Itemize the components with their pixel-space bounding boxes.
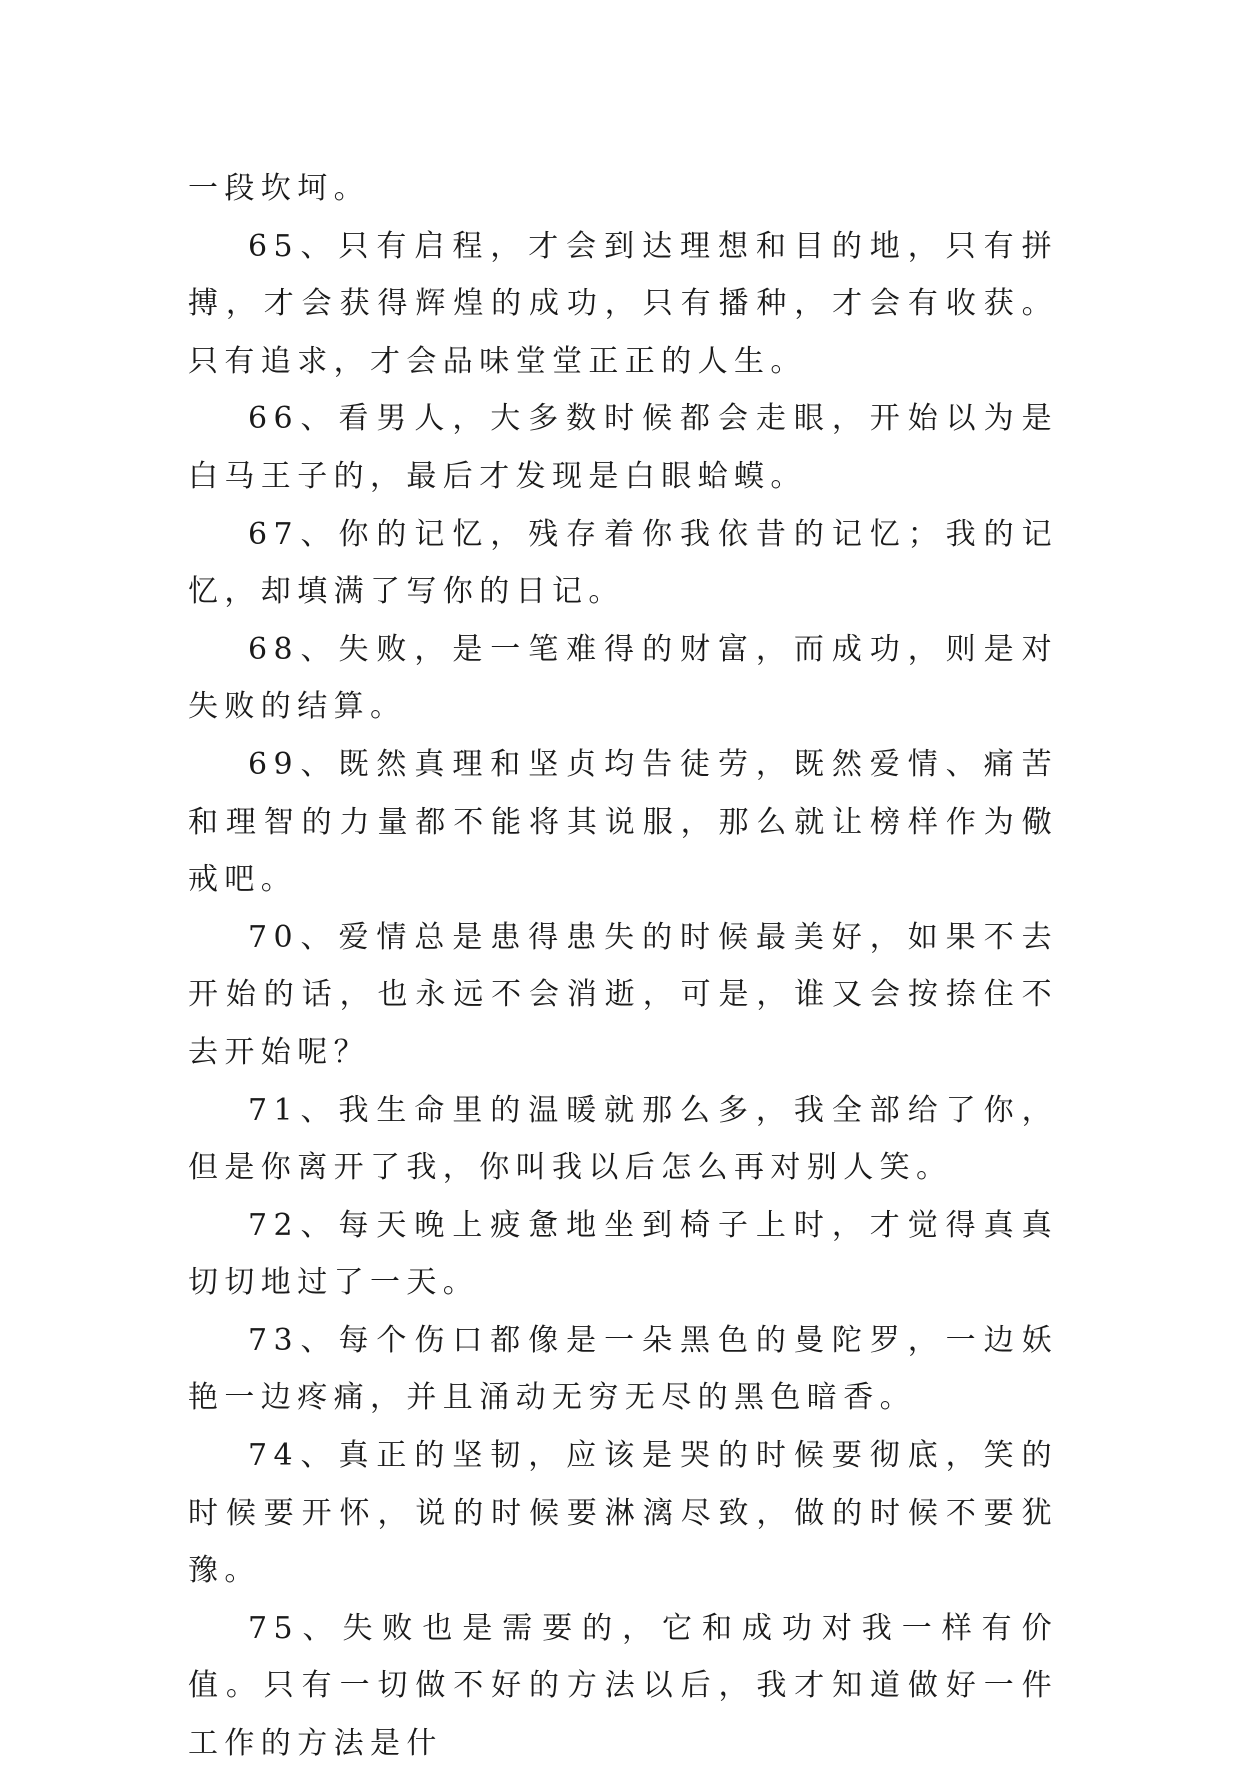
paragraph-66: 66、看男人，大多数时候都会走眼，开始以为是白马王子的，最后才发现是白眼蛤蟆。 <box>188 401 1058 494</box>
paragraph-75: 75、失败也是需要的，它和成功对我一样有价值。只有一切做不好的方法以后，我才知道做好一件工作的方法是什 <box>188 1610 1058 1762</box>
paragraph-continuation: 一段坎坷。 <box>188 171 370 206</box>
paragraph-74: 74、真正的坚韧，应该是哭的时候要彻底，笑的时候要开怀，说的时候要淋漓尽致，做的时候不要犹豫。 <box>188 1438 1058 1589</box>
paragraph-73: 73、每个伤口都像是一朵黑色的曼陀罗，一边妖艳一边疼痛，并且涌动无穷无尽的黑色暗香。 <box>188 1322 1058 1416</box>
paragraph-70: 70、爱情总是患得患失的时候最美好，如果不去开始的话，也永远不会消逝，可是，谁又会按捺住不去开始呢？ <box>188 919 1058 1070</box>
document-body <box>188 160 1058 1773</box>
paragraph-65: 65、只有启程，才会到达理想和目的地，只有拼搏，才会获得辉煌的成功，只有播种，才会有收获。只有追求，才会品味堂堂正正的人生。 <box>188 228 1058 379</box>
paragraph-69: 69、既然真理和坚贞均告徒劳，既然爱情、痛苦和理智的力量都不能将其说服，那么就让榜样作为儆戒吧。 <box>188 746 1058 898</box>
paragraph-67: 67、你的记忆，残存着你我依昔的记忆；我的记忆，却填满了写你的日记。 <box>188 516 1058 610</box>
paragraph-72: 72、每天晚上疲惫地坐到椅子上时，才觉得真真切切地过了一天。 <box>188 1207 1058 1301</box>
paragraph-71: 71、我生命里的温暖就那么多，我全部给了你，但是你离开了我，你叫我以后怎么再对别人笑。 <box>188 1092 1058 1186</box>
paragraph-68: 68、失败，是一笔难得的财富，而成功，则是对失败的结算。 <box>188 631 1058 725</box>
